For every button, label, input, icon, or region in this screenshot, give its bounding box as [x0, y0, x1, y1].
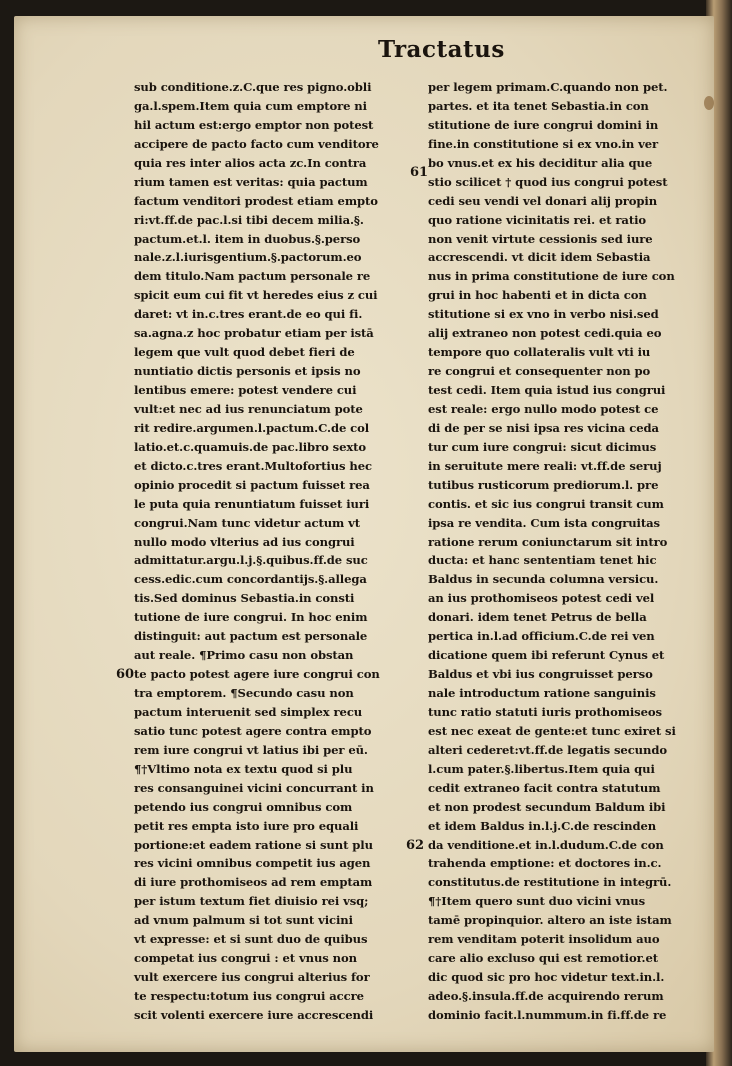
text-line: ipsa re vendita. Cum ista congruitas — [428, 515, 660, 530]
text-line: per legem primam.C.quando non pet. — [428, 80, 668, 94]
text-line: di de per se nisi ipsa res vicina ceda — [428, 420, 659, 435]
text-line: tis.Sed dominus Sebastia.in consti — [134, 591, 355, 606]
text-line: rem venditam poterit insolidum auo — [428, 932, 660, 947]
text-line: grui in hoc habenti et in dicta con — [428, 288, 647, 303]
text-line: stio scilicet † quod ius congrui potest — [428, 174, 668, 189]
text-line: dic quod sic pro hoc videtur text.in.l. — [428, 970, 665, 985]
text-line: petit res empta isto iure pro equali — [134, 818, 359, 833]
text-line: petendo ius congrui omnibus com — [134, 799, 353, 814]
text-line: dicatione quem ibi referunt Cynus et — [428, 648, 665, 663]
text-line: sa.agna.z hoc probatur etiam per istā — [134, 326, 374, 341]
text-line: quo ratione vicinitatis rei. et ratio — [428, 212, 647, 227]
text-line: aut reale. ¶Primo casu non obstan — [134, 648, 354, 663]
text-line: ¶†Item quero sunt duo vicini vnus — [428, 894, 646, 909]
text-line: et idem Baldus in.l.j.C.de rescinden — [428, 818, 657, 833]
text-line: nale.z.l.iurisgentium.§.pactorum.eo — [134, 250, 362, 265]
text-line: tempore quo collateralis vult vti iu — [428, 345, 651, 360]
text-line: accrescendi. vt dicit idem Sebastia — [428, 250, 651, 265]
text-line: ¶†Vltimo nota ex textu quod si plu — [134, 761, 353, 776]
text-line: cedit extraneo facit contra statutum — [428, 780, 661, 795]
text-line: daret: vt in.c.tres erant.de eo qui fi. — [134, 307, 363, 322]
text-line: adeo.§.insula.ff.de acquirendo rerum — [428, 989, 664, 1003]
text-line: vult:et nec ad ius renunciatum pote — [134, 401, 363, 416]
text-line: ga.l.spem.Item quia cum emptore ni — [134, 98, 367, 113]
text-line: nus in prima constitutione de iure con — [428, 269, 675, 284]
text-line: est nec exeat de gente:et tunc exiret si — [428, 723, 676, 738]
text-line: sub conditione.z.C.que res pigno.obli — [134, 80, 372, 94]
text-line: tutione de iure congrui. In hoc enim — [134, 610, 368, 625]
text-line: te respectu:totum ius congrui accre — [134, 989, 364, 1003]
text-line: scit volenti exercere iure accrescendi — [134, 1007, 374, 1022]
text-line: cedi seu vendi vel donari alij propin — [428, 193, 658, 208]
text-line: care alio excluso qui est remotior.et — [428, 951, 659, 966]
text-line: est reale: ergo nullo modo potest ce — [428, 401, 659, 416]
text-line: ad vnum palmum si tot sunt vicini — [134, 913, 353, 928]
text-line: legem que vult quod debet fieri de — [134, 345, 355, 360]
text-line: et non prodest secundum Baldum ibi — [428, 799, 666, 814]
text-line: alteri cederet:vt.ff.de legatis secundo — [428, 742, 667, 757]
text-line: rem iure congrui vt latius ibi per eū. — [134, 742, 368, 757]
text-line: dem titulo.Nam pactum personale re — [134, 269, 371, 284]
text-line: ducta: et hanc sententiam tenet hic — [428, 553, 657, 568]
text-line: Baldus in secunda columna versicu. — [428, 572, 659, 587]
text-line: l.cum pater.§.libertus.Item quia qui — [428, 761, 655, 776]
text-line: tunc ratio statuti iuris prothomiseos — [428, 704, 662, 719]
text-line: le puta quia renuntiatum fuisset iuri — [134, 496, 370, 511]
text-line: res vicini omnibus competit ius agen — [134, 856, 371, 871]
text-line: stitutione de iure congrui domini in — [428, 117, 659, 132]
text-line: admittatur.argu.l.j.§.quibus.ff.de suc — [134, 553, 368, 568]
text-line: factum venditori prodest etiam empto — [134, 193, 378, 208]
text-line: non venit virtute cessionis sed iure — [428, 231, 653, 246]
marginal-number-62: 62 — [406, 838, 425, 853]
text-line: an ius prothomiseos potest cedi vel — [428, 591, 655, 606]
text-line: tutibus rusticorum prediorum.l. pre — [428, 477, 659, 492]
text-line: tur cum iure congrui: sicut dicimus — [428, 439, 657, 454]
text-line: tamē propinquior. altero an iste istam — [428, 913, 672, 928]
text-line: nullo modo vlterius ad ius congrui — [134, 534, 355, 549]
ink-stain — [704, 96, 714, 110]
text-line: competat ius congrui : et vnus non — [134, 951, 357, 966]
text-line: latio.et.c.quamuis.de pac.libro sexto — [134, 439, 367, 454]
text-line: trahenda emptione: et doctores in.c. — [428, 856, 662, 871]
marginal-number-60: 60 — [116, 667, 135, 682]
text-line: res consanguinei vicini concurrant in — [134, 780, 374, 795]
text-line: nuntiatio dictis personis et ipsis no — [134, 364, 361, 379]
text-line: per istum textum fiet diuisio rei vsq; — [134, 894, 369, 909]
text-line: pactum.et.l. item in duobus.§.perso — [134, 231, 361, 246]
text-line: hil actum est:ergo emptor non potest — [134, 117, 374, 132]
text-line: nale introductum ratione sanguinis — [428, 686, 656, 700]
text-line: di iure prothomiseos ad rem emptam — [134, 875, 373, 890]
text-line: dominio facit.l.nummum.in fi.ff.de re — [428, 1007, 667, 1022]
text-line: in seruitute mere reali: vt.ff.de seruj — [428, 458, 662, 473]
text-line: congrui.Nam tunc videtur actum vt — [134, 515, 361, 530]
text-line: tra emptorem. ¶Secundo casu non — [134, 686, 354, 700]
marginal-number-61: 61 — [410, 165, 429, 180]
text-line: Baldus et vbi ius congruisset perso — [428, 667, 653, 682]
text-line: et dicto.c.tres erant.Multofortius hec — [134, 458, 372, 473]
text-line: cess.edic.cum concordantijs.§.allega — [134, 572, 367, 587]
text-line: fine.in constitutione si ex vno.in ver — [428, 136, 659, 151]
text-line: ri:vt.ff.de pac.l.si tibi decem milia.§. — [134, 212, 364, 227]
text-line: stitutione si ex vno in verbo nisi.sed — [428, 307, 659, 322]
text-line: test cedi. Item quia istud ius congrui — [428, 383, 666, 397]
text-line: contis. et sic ius congrui transit cum — [428, 496, 664, 511]
text-line: quia res inter alios acta zc.In contra — [134, 155, 367, 170]
text-line: constitutus.de restitutione in integrū. — [428, 875, 672, 890]
text-line: te pacto potest agere iure congrui con — [134, 667, 380, 682]
text-line: satio tunc potest agere contra empto — [134, 723, 372, 738]
running-title: Tractatus — [378, 36, 505, 63]
text-line: opinio procedit si pactum fuisset rea — [134, 477, 370, 492]
text-line: donari. idem tenet Petrus de bella — [428, 610, 647, 625]
text-line: pertica in.l.ad officium.C.de rei ven — [428, 629, 655, 644]
text-line: rit redire.argumen.l.pactum.C.de col — [134, 420, 370, 435]
text-line: re congrui et consequenter non po — [428, 364, 651, 379]
text-line: alij extraneo non potest cedi.quia eo — [428, 326, 662, 341]
text-line: distinguit: aut pactum est personale — [134, 629, 368, 644]
text-line: vt expresse: et si sunt duo de quibus — [134, 932, 368, 947]
text-line: accipere de pacto facto cum venditore — [134, 136, 379, 151]
text-line: vult exercere ius congrui alterius for — [134, 970, 370, 985]
text-line: lentibus emere: potest vendere cui — [134, 383, 357, 397]
right-text-column — [428, 78, 698, 1022]
text-line: ratione rerum coniunctarum sit intro — [428, 534, 668, 549]
text-line: bo vnus.et ex his deciditur alia que — [428, 155, 653, 170]
text-line: partes. et ita tenet Sebastia.in con — [428, 98, 649, 113]
text-line: portione:et eadem ratione si sunt plu — [134, 837, 373, 852]
text-line: rium tamen est veritas: quia pactum — [134, 174, 368, 189]
left-text-column — [134, 78, 408, 1022]
text-line: da venditione.et in.l.dudum.C.de con — [428, 837, 664, 852]
text-line: spicit eum cui fit vt heredes eius z cui — [134, 288, 378, 303]
text-line: pactum interuenit sed simplex recu — [134, 704, 363, 719]
